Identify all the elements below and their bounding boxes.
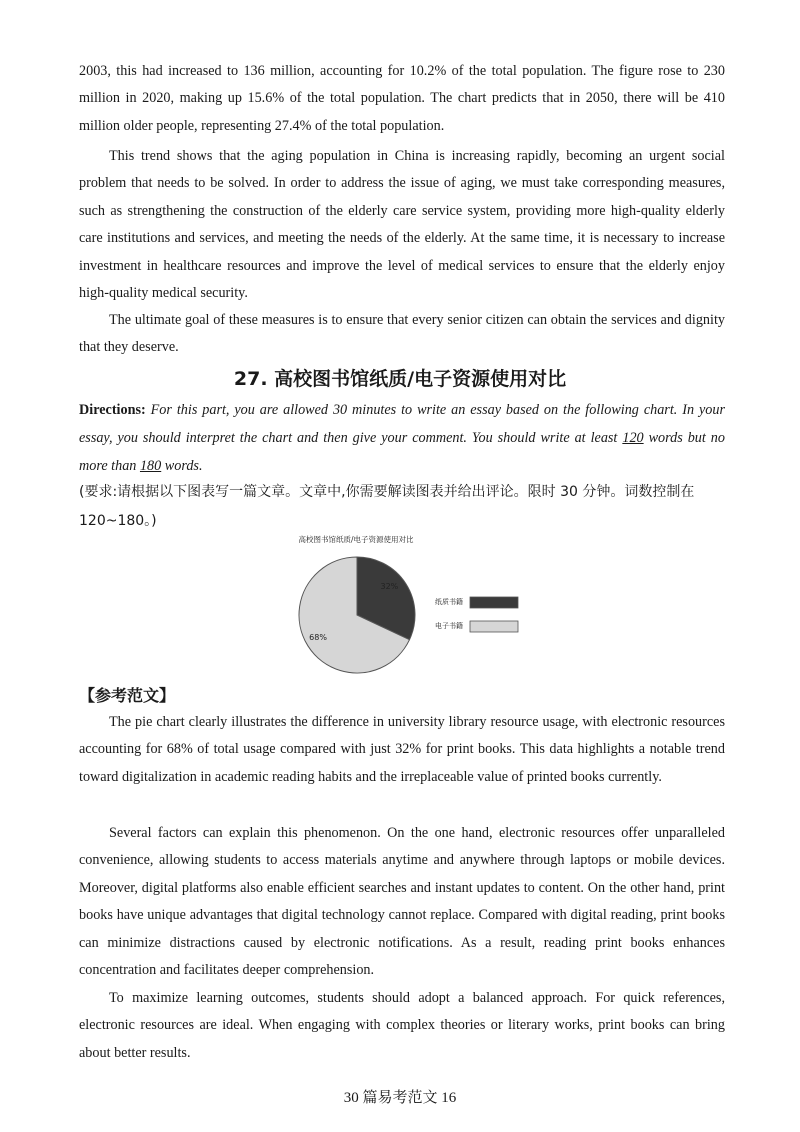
pie-label-2: 68% — [309, 633, 327, 643]
reference-paragraph-3: To maximize learning outcomes, students should adopt a balanced approach. For quick references, electronic resources are ideal. When engaging with complex theories or literary works, print books can bring about better results. — [79, 990, 725, 1061]
intro-paragraph-3: The ultimate goal of these measures is to ensure that every senior citizen can obtain the services and dignity that they deserve. — [79, 312, 725, 356]
directions-text-2: words but no more than — [79, 430, 725, 474]
directions — [79, 396, 725, 480]
page-footer: 30 篇易考范文 16 — [343, 1090, 457, 1106]
legend-swatch-1 — [470, 597, 518, 608]
min-words: 120 — [622, 430, 644, 446]
legend-swatch-2 — [470, 621, 518, 632]
directions-text-1: For this part, you are allowed 30 minutes to write an essay based on the following chart. In your essay, you should interpret the chart and then give your comment. You should write at least — [79, 402, 725, 446]
intro-paragraph-1: 2003, this had increased to 136 million, accounting for 10.2% of the total population. The figure rose to 230 million in 2020, making up 15.6% of the total population. The chart predicts that in 2050, there will be 410 million older people, representing 27.4% of the total population. — [79, 63, 725, 134]
intro-paragraph-2: This trend shows that the aging population in China is increasing rapidly, becoming an urgent social problem that needs to be solved. In order to address the issue of aging, we must take corresponding measures, such as strengthening the construction of the elderly care service system, providing more high-quality elderly care institutions and services, and meeting the needs of the elderly. At the same time, it is necessary to increase investment in healthcare resources and improve the level of medical services to ensure that the elderly enjoy high-quality medical security. — [79, 148, 725, 302]
section-title: 27. 高校图书馆纸质/电子资源使用对比 — [233, 368, 567, 390]
reference-heading: 【参考范文】 — [79, 686, 176, 705]
legend-label-1: 纸质书籍 — [435, 598, 463, 606]
pie-chart — [270, 530, 550, 685]
requirement-text: (要求:请根据以下图表写一篇文章。文章中,你需要解读图表并给出评论。限时 30 分钟。词数控制在 120~180。) — [79, 484, 695, 529]
directions-text-3: words. — [161, 458, 203, 474]
reference-paragraph-2: Several factors can explain this phenomenon. On the one hand, electronic resources offer unparalleled convenience, allowing students to access materials anytime and anywhere through laptops or mobile devices. Moreover, digital platforms also enable efficient searches and instant updates to content. On the other hand, print books have unique advantages that digital technology cannot replace. Compared with digital reading, print books can minimize distractions caused by electronic notifications. As a result, reading print books enhances concentration and facilitates deeper comprehension. — [79, 825, 725, 979]
directions-label: Directions: — [79, 402, 146, 418]
max-words: 180 — [139, 458, 162, 474]
pie-label-1: 32% — [380, 581, 399, 591]
legend-label-2: 电子书籍 — [435, 622, 463, 630]
chart-title: 高校图书馆纸质/电子资源使用对比 — [298, 535, 414, 544]
reference-paragraph-1: The pie chart clearly illustrates the difference in university library resource usage, with electronic resources accounting for 68% of total usage compared with just 32% for print books. This data highlights a notable trend toward digitalization in academic reading habits and the irreplaceable value of printed books currently. — [79, 714, 725, 785]
